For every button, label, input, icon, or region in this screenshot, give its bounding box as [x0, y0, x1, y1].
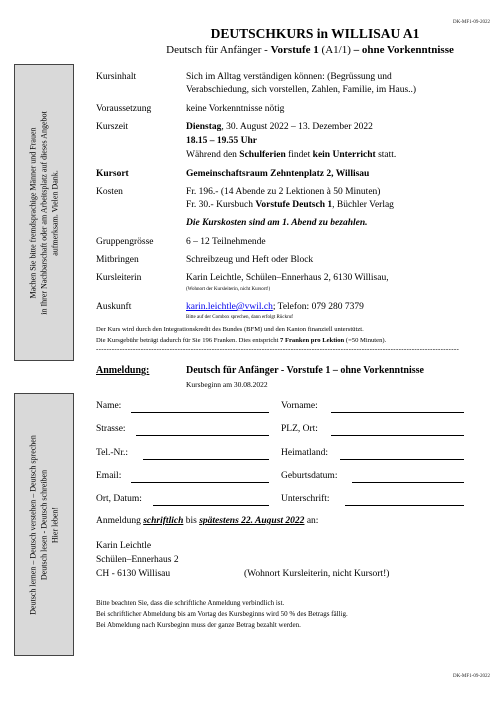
sidebar-note-top-text: Machen Sie bitte fremdsprachige Männer und Frauen in Ihrer Nachbarschaft oder am Arbeitsplatz auf dieses Angebot aufmerksam. Vielen Dank.	[28, 110, 60, 315]
value-auskunft-note: Bitte auf der Combox sprechen, dann erfolgt Rückruf	[186, 315, 293, 320]
vorname-field[interactable]	[331, 412, 464, 413]
cut-line: ------------------------------------------------------------------------------------------------------------------------------------------	[96, 345, 460, 353]
label-ort-datum: Ort, Datum:	[96, 494, 142, 504]
footer-note-1: Bitte beachten Sie, dass die schriftliche Anmeldung verbindlich ist.	[96, 599, 285, 607]
funding-note-2: Die Kursgebühr beträgt dadurch für Sie 196 Franken. Dies entspricht 7 Franken pro Lektion (=50 Minuten).	[96, 337, 387, 344]
footer-note-2: Bei schriftlicher Abmeldung bis am Vortag des Kursbeginns wird 50 % des Betrags fällig.	[96, 610, 348, 618]
tel-field[interactable]	[143, 459, 269, 460]
document-code-bottom: DK-MF1-09-2022	[453, 674, 490, 679]
value-auskunft: karin.leichtle@vwil.ch; Telefon: 079 280 7379	[186, 302, 364, 312]
sidebar-note-top	[14, 64, 74, 361]
label-vorname: Vorname:	[281, 401, 318, 411]
label-email: Email:	[96, 471, 122, 481]
label-kursort: Kursort	[96, 169, 129, 179]
label-tel: Tel.-Nr.:	[96, 448, 129, 458]
value-kurszeit-note: Während den Schulferien findet kein Unterricht statt.	[186, 150, 397, 160]
address-line-1: Karin Leichtle	[96, 541, 152, 551]
value-kosten-2: Fr. 30.- Kursbuch Vorstufe Deutsch 1, Büchler Verlag	[186, 200, 394, 210]
heimatland-field[interactable]	[340, 459, 464, 460]
label-kurszeit: Kurszeit	[96, 122, 129, 132]
address-note: (Wohnort Kursleiterin, nicht Kursort!)	[244, 569, 390, 579]
label-heimatland: Heimatland:	[281, 448, 328, 458]
value-kurszeit-dates: Dienstag, 30. August 2022 – 13. Dezember 2022	[186, 122, 373, 132]
page-title: DEUTSCHKURS in WILLISAU A1	[210, 26, 420, 41]
geburtsdatum-field[interactable]	[352, 482, 464, 483]
form-start-date: Kursbeginn am 30.08.2022	[186, 380, 268, 389]
label-unterschrift: Unterschrift:	[281, 494, 330, 504]
value-kursinhalt-1: Sich im Alltag verständigen können: (Begrüssung und	[186, 72, 392, 82]
sidebar-note-bottom	[14, 393, 74, 656]
sidebar-note-bottom-text: Deutsch lernen – Deutsch verstehen – Deutsch sprechen Deutsch lesen - Deutsch schreiben Hier leben!	[28, 434, 60, 615]
plz-ort-field[interactable]	[331, 435, 464, 436]
registration-deadline: Anmeldung schriftlich bis spätestens 22. August 2022 an:	[96, 516, 319, 526]
address-line-2: Schülen–Ennerhaus 2	[96, 555, 179, 565]
value-kosten-1: Fr. 196.- (14 Abende zu 2 Lektionen à 50 Minuten)	[186, 187, 381, 197]
value-kursleiterin-note: (Wohnort der Kursleiterin, nicht Kursort!)	[186, 287, 271, 292]
value-kosten-note: Die Kurskosten sind am 1. Abend zu bezahlen.	[186, 218, 368, 228]
address-line-3: CH - 6130 Willisau	[96, 569, 171, 579]
form-course: Deutsch für Anfänger - Vorstufe 1 – ohne Vorkenntnisse	[186, 365, 424, 376]
value-kurszeit-time: 18.15 – 19.55 Uhr	[186, 136, 257, 146]
ort-datum-field[interactable]	[153, 505, 269, 506]
email-link[interactable]: karin.leichtle@vwil.ch	[186, 302, 273, 312]
value-kursort: Gemeinschaftsraum Zehntenplatz 2, Willisau	[186, 169, 370, 179]
label-gruppengroesse: Gruppengrösse	[96, 237, 154, 247]
email-field[interactable]	[131, 482, 269, 483]
subtitle-part4: – ohne Vorkenntnisse	[353, 44, 454, 56]
name-field[interactable]	[131, 412, 269, 413]
subtitle-part1: Deutsch für Anfänger -	[166, 44, 271, 56]
label-kosten: Kosten	[96, 187, 123, 197]
document-code-top: DK-MF1-09-2022	[453, 20, 490, 25]
label-auskunft: Auskunft	[96, 302, 132, 312]
label-plz-ort: PLZ, Ort:	[281, 424, 318, 434]
label-geburtsdatum: Geburtsdatum:	[281, 471, 338, 481]
label-strasse: Strasse:	[96, 424, 126, 434]
funding-note-1: Der Kurs wird durch den Integrationskredit des Bundes (BFM) und den Kanton finanziell unterstützt.	[96, 326, 364, 333]
subtitle-part3: (A1/1)	[318, 44, 354, 56]
unterschrift-field[interactable]	[345, 505, 464, 506]
value-gruppengroesse: 6 – 12 Teilnehmende	[186, 237, 266, 247]
label-voraussetzung: Voraussetzung	[96, 104, 152, 114]
value-kursinhalt-2: Verabschiedung, sich vorstellen, Zahlen, Familie, im Haus..)	[186, 85, 417, 95]
label-mitbringen: Mitbringen	[96, 255, 139, 265]
form-heading: Anmeldung:	[96, 365, 150, 376]
strasse-field[interactable]	[136, 435, 269, 436]
subtitle-part2: Vorstufe 1	[270, 44, 319, 56]
label-kursinhalt: Kursinhalt	[96, 72, 137, 82]
page-subtitle	[0, 44, 500, 56]
value-kursleiterin: Karin Leichtle, Schülen–Ennerhaus 2, 6130 Willisau,	[186, 273, 389, 283]
value-mitbringen: Schreibzeug und Heft oder Block	[186, 255, 314, 265]
label-name: Name:	[96, 401, 122, 411]
label-kursleiterin: Kursleiterin	[96, 273, 142, 283]
footer-note-3: Bei Abmeldung nach Kursbeginn muss der ganze Betrag bezahlt werden.	[96, 621, 301, 629]
value-voraussetzung: keine Vorkenntnisse nötig	[186, 104, 285, 114]
